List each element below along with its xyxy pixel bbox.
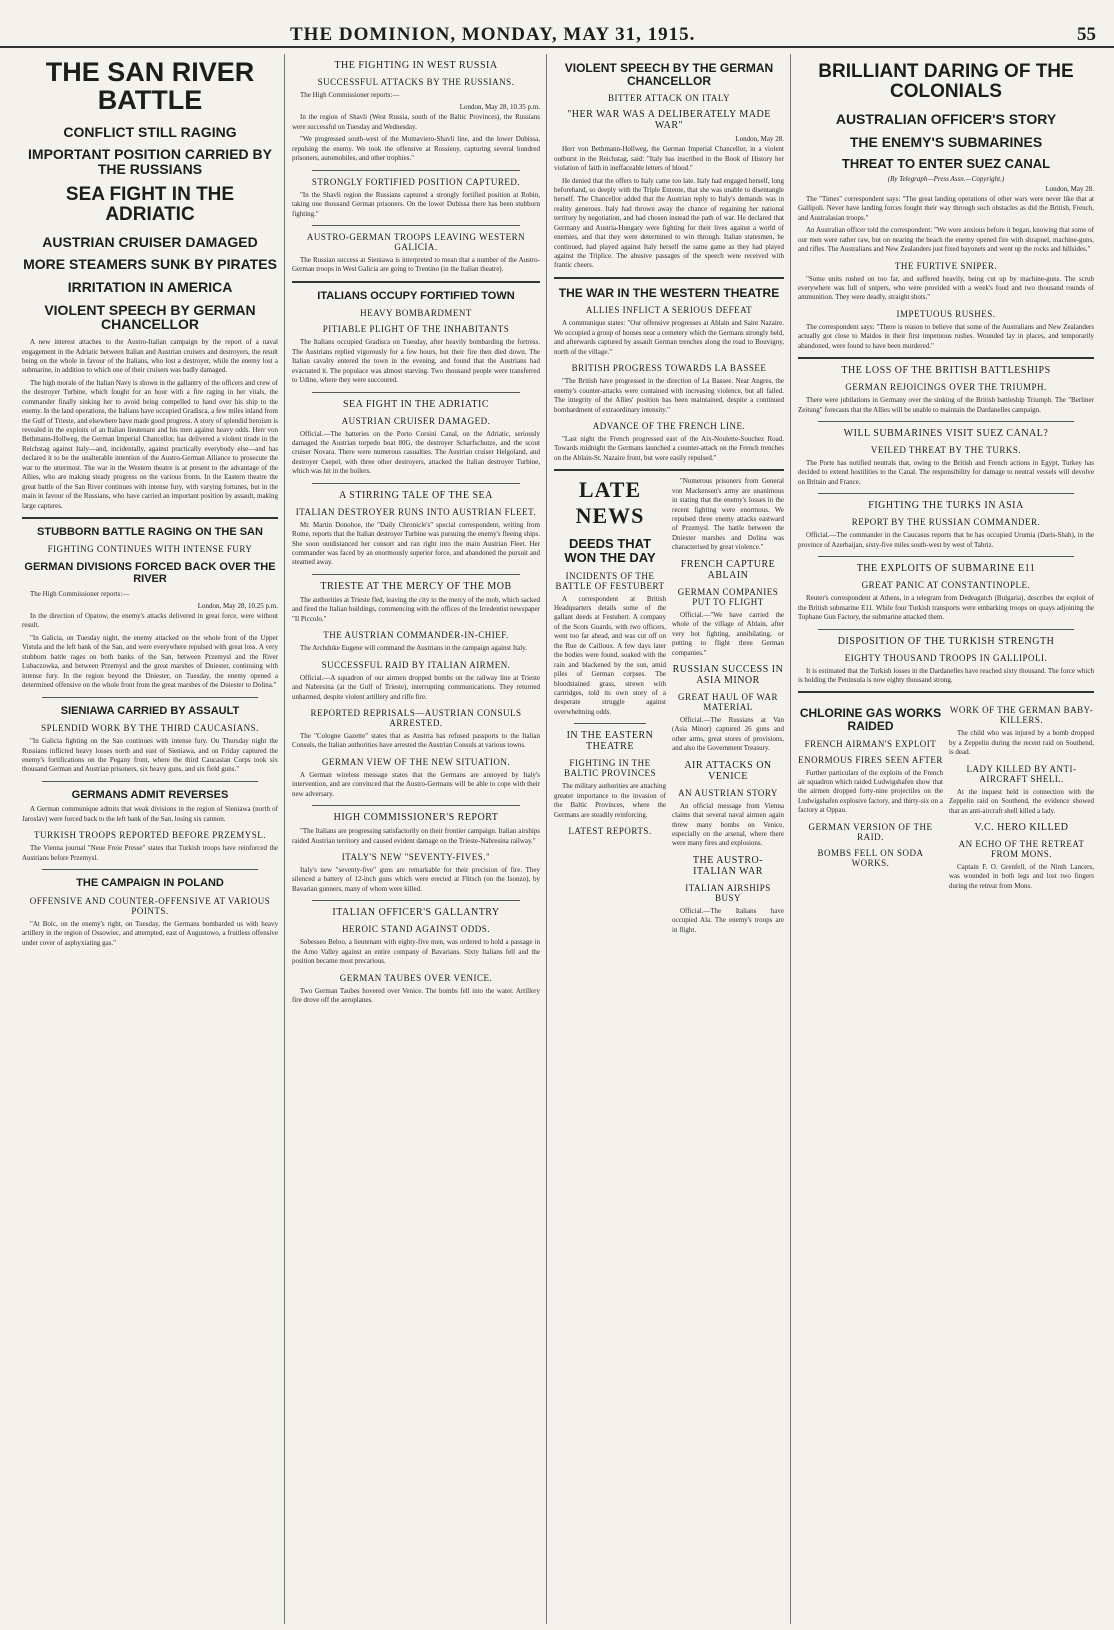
bethmann-paragraph-cont: He denied that the offers to Italy came too late. Italy had engaged herself, long beforehand, so deeply with the Triple Entente, that she was unable to disentangle herself. The Chancellor added that the Austrian reply to Italy's demands was in reality generous. Italy had thrown away the chance of regaining her national territory by negotiation, and had chosen instead the path of war. He declared that Germany and Austria-Hungary were fighting for their lives against a world of enemies, and that they were determined to win through. Italian statesmen, he continued, had played against Italy herself the same game as they had played against the Triplice. The abusive passages of the speech were received with frantic cheers. [554,176,784,270]
headline-disposition: DISPOSITION OF THE TURKISH STRENGTH [837,635,1055,647]
disposition-paragraph: It is estimated that the Turkish losses in the Dardanelles have reached sixty thousand. The force which is holding the Peninsula is now eighty thousand strong. [798,666,1094,684]
eastern-paragraph: The military authorities are attaching greater importance to the invasion of the Baltic Provinces, where the Germans are steadily reinforcing. [554,782,666,819]
destroyer-paragraph: Mr. Martin Donohoe, the "Daily Chronicle's" special correspondent, writing from Rome, reports that the Italian destroyer Turbine was pursuing the enemy's fleeing ships. She soon outdistanced her consort and ran right into the main Austrian Fleet. Her commander was faced by an enormously superior force, and abandoned the pursuit and steamed away. [292,520,540,567]
ablain-paragraph: Official.—"We have carried the whole of the village of Ablain, after very hot fighting, annihilating, or putting to flight three German companies." [672,610,784,657]
headline-brilliant-daring: BRILLIANT DARING OF THE COLONIALS [818,61,1074,102]
subhead-sniper: THE FURTIVE SNIPER. [894,260,998,271]
headline-ablain: FRENCH CAPTURE ABLAIN [680,558,776,581]
dateline: London, May 28, 10.25 p.m. [197,602,278,611]
chlorine-left [798,699,943,894]
summary-paragraph: A new interest attaches to the Austro-Italian campaign by the report of a naval engagement in the Adriatic between Italian and Austrian cruisers and destroyers, the result being on the whole in favour of the Italians, who lost a destroyer, while the enemy lost a submarine, in addition to which one of their cruisers was badly damaged. [22,338,278,375]
subhead-german-view: GERMAN VIEW OF THE NEW SITUATION. [321,756,511,767]
divider [798,357,1094,359]
dateline: London, May 28, 10.35 p.m. [459,103,540,112]
subhead-baltic: FIGHTING IN THE BALTIC PROVINCES [564,758,656,779]
headline-asia-minor: RUSSIAN SUCCESS IN ASIA MINOR [672,663,784,686]
headline-enemy-submarines: THE ENEMY'S SUBMARINES [849,133,1043,150]
headline-trieste: TRIESTE AT THE MERCY OF THE MOB [320,580,512,592]
headline-suez: THREAT TO ENTER SUEZ CANAL [841,156,1051,172]
credit-line: (By Telegraph—Press Assn.—Copyright.) [887,174,1005,183]
chlorine-right [949,699,1094,894]
subhead-commander: THE AUSTRIAN COMMANDER-IN-CHIEF. [323,630,509,641]
german-view-paragraph: A German wireless message states that the Germans are annoyed by Italy's intervention, and are convinced that the Austro-Germans will be able to cope with their new adversary. [292,770,540,798]
divider [22,517,278,519]
subhead-eighty-thousand: EIGHTY THOUSAND TROOPS IN GALLIPOLI. [844,652,1048,663]
divider [42,697,258,698]
strongly-paragraph: "In the Shavli region the Russians captured a strongly fortified position at Robin, taking one thousand German prisoners. On the lower Dubissa there has been stubborn fighting." [292,190,540,218]
raid-paragraph: Official.—A squadron of our airmen dropped bombs on the railway line at Trieste and Nabresina (at the Gulf of Trieste), interrupting communications. They returned unharmed, despite violent artillery and rifle fire. [292,673,540,701]
subhead-bitter-attack: BITTER ATTACK ON ITALY [608,93,730,104]
divider [42,869,258,870]
divider [312,483,520,484]
subhead-fires: ENORMOUS FIRES SEEN AFTER [798,754,943,765]
newspaper-title: THE DOMINION, MONDAY, MAY 31, 1915. [290,24,696,45]
subhead-airman: FRENCH AIRMAN'S EXPLOIT [804,738,937,749]
late-news-right [672,477,784,938]
subhead-heavy-bombardment: HEAVY BOMBARDMENT [360,308,472,319]
headline-suez-visit: WILL SUBMARINES VISIT SUEZ CANAL? [843,428,1049,440]
subhead-turkish-troops: TURKISH TROOPS REPORTED BEFORE PRZEMYSL. [33,830,267,841]
subhead-baby-killers: WORK OF THE GERMAN BABY-KILLERS. [949,705,1094,726]
headline-irritation: IRRITATION IN AMERICA [67,279,233,295]
headline-divisions-forced: GERMAN DIVISIONS FORCED BACK OVER THE RIVER [24,561,276,586]
baby-killers-paragraph: The child who was injured by a bomb dropped by a Zeppelin during the recent raid on Southend, is dead. [949,729,1094,757]
subhead-russian-commander: REPORT BY THE RUSSIAN COMMANDER. [851,517,1041,528]
subhead-advance: ADVANCE OF THE FRENCH LINE. [592,420,746,431]
subhead-successful-attacks: SUCCESSFUL ATTACKS BY THE RUSSIANS. [317,77,515,87]
subhead-rushes: IMPETUOUS RUSHES. [896,308,996,319]
subhead-soda-works: BOMBS FELL ON SODA WORKS. [817,847,924,868]
headline-violent-speech: VIOLENT SPEECH BY GERMAN CHANCELLOR [44,301,256,333]
dateline: London, May 28. [1045,184,1094,193]
turks-asia-paragraph: Official.—The commander in the Caucasus reports that he has occupied Urumia (Daris-Shah), in the province of Azerbaijan, sixty-five miles south-west by west of Tabriz. [798,531,1094,549]
divider [554,277,784,279]
divider [42,781,258,782]
subhead-flight: GERMAN COMPANIES PUT TO FLIGHT [677,586,779,607]
divider [574,723,646,724]
austro-paragraph: The Russian success at Sieniawa is interpreted to mean that a number of the Austro-German troops in West Galicia are going to Trentino (in the Italian theatre). [292,255,540,274]
subhead-taubes: GERMAN TAUBES OVER VENICE. [339,972,493,983]
headline-hc-report: HIGH COMMISSIONER'S REPORT [333,812,499,824]
divider [312,574,520,575]
headline-battleships: THE LOSS OF THE BRITISH BATTLESHIPS [841,365,1051,377]
airships-paragraph: Official.—The Italians have occupied Ala. The enemy's troops are in flight. [672,906,784,934]
rushes-paragraph: The correspondent says: "There is reason to believe that some of the Australians and New Zealanders actually got close to Maidos in their first impetuous rushes. Wounded lay in places, and temporarily abandoned, were found to have been murdered." [798,322,1094,350]
hc-reports: The High Commissioner reports:— [300,91,400,99]
subhead-latest: LATEST REPORTS. [568,826,652,836]
venice-paragraph: An official message from Vienna claims that several naval airmen again threw many bombs on Venice, especially on the arsenal, where there were many fires and explosions. [672,801,784,848]
subhead-pitiable-plight: PITIABLE PLIGHT OF THE INHABITANTS [322,324,510,335]
divider [554,469,784,471]
prisoners-paragraph: "Numerous prisoners from General von Mackensen's army are unanimous in stating that the enemy's losses in the recent fighting were enormous. We repulsed three enemy attacks eastward of Przemysl. The battle between the Dniester marshes and Dolina was characterised by great violence." [672,477,784,552]
column-2 [286,54,546,1624]
divider [312,170,520,171]
times-paragraph: The "Times" correspondent says: "The great landing operations of other wars were never like that at Gallipoli. Never have landing forces fought their way through such obstacles as did the British, French, and Australasian troops." [798,194,1094,222]
headline-stirring-tale: A STIRRING TALE OF THE SEA [339,489,493,501]
headline-deeds: DEEDS THAT WON THE DAY [564,536,656,565]
lady-paragraph: At the inquest held in connection with the Zeppelin raid on Southend, the evidence showed that an anti-aircraft shell killed a lady. [949,787,1094,815]
subhead-austro-german: AUSTRO-GERMAN TROOPS LEAVING WESTERN GALICIA. [306,231,526,252]
headline-important-position: IMPORTANT POSITION CARRIED BY THE RUSSIANS [28,146,272,178]
subhead-airships: ITALIAN AIRSHIPS BUSY [685,882,771,903]
subhead-incidents: INCIDENTS OF THE BATTLE OF FESTUBERT [555,570,665,591]
headline-germans-admit: GERMANS ADMIT REVERSES [71,788,229,801]
germans-admit-paragraph: A German communique admits that weak divisions in the region of Sieniawa (north of Jaroslav) were forced back to the left bank of the San, losing six cannon. [22,805,278,823]
chlorine-paragraph: Further particulars of the exploits of the French air squadron which raided Ludwigshafen show that the airmen dropped forty-nine projectiles on the Ludwigshafen explosive factory, and thirty-six on a factory at Oppau. [798,768,943,815]
subhead-heroic: HEROIC STAND AGAINST ODDS. [341,924,491,935]
headline-sieniawa: SIENIAWA CARRIED BY ASSAULT [60,704,240,717]
asia-paragraph: Official.—The Russians at Van (Asia Minor) captured 26 guns and other arms, great stores of provisions, and also the Government Treasury. [672,715,784,753]
subhead-seventy-fives: ITALY'S NEW "SEVENTY-FIVES." [341,852,491,863]
heroic-paragraph: Sobesseo Beloo, a lieutenant with eighty-five men, was ordered to hold a passage in the Arno Valley against an entire company of Bavarians. Sixty Italians fell and the position became most precarious. [292,938,540,966]
headline-conflict: CONFLICT STILL RAGING [63,123,237,140]
column-1 [16,54,284,1624]
seventy-paragraph: Italy's new "seventy-five" guns are remarkable for their precision of fire. They silenced a battery of 12-inch guns which were erected at Flitsch (on the Isonzo), by Bavarian gunners, many of whom were killed. [292,866,540,893]
divider [312,392,520,393]
late-news-split [554,477,784,938]
shavli-paragraph: In the region of Shavli (West Russia, south of the Baltic Provinces), the Russians were successful on Tuesday and Wednesday. [292,113,540,131]
divider [818,629,1074,630]
headline-sea-fight: SEA FIGHT IN THE ADRIATIC [65,183,235,225]
subhead-cruiser-damaged: AUSTRIAN CRUISER DAMAGED. [341,415,491,426]
subhead-panic: GREAT PANIC AT CONSTANTINOPLE. [861,580,1031,591]
subhead-echo: AN ECHO OF THE RETREAT FROM MONS. [958,839,1085,860]
reprisals-paragraph: The "Cologne Gazette" states that as Austria has refused passports to the Italian Consuls, the Italian authorities have arrested the Austrian Consuls at various towns. [292,731,540,750]
headline-turks-asia: FIGHTING THE TURKS IN ASIA [868,500,1024,512]
column-rule [790,54,791,1624]
divider [818,493,1074,494]
festubert-paragraph: A correspondent at British Headquarters details some of the gallant deeds at Festubert. A company of the Scots Guards, with two officers, went too far ahead, and was cut off on the Rue de Cailloux. A few days later the bodies were found, soaked with the rain and blackened by the sun, amid piles of German corpses. The bloodstained grass, strewn with cartridges, told its own story of a desperate struggle against overwhelming odds. [554,594,666,716]
headline-australian-officer: AUSTRALIAN OFFICER'S STORY [835,110,1057,127]
headline-steamers-sunk: MORE STEAMERS SUNK BY PIRATES [23,256,277,273]
sieniawa-paragraph: "In Galicia fighting on the San continues with intense fury. On Thursday night the Russians inflicted heavy losses north and east of Sieniawa, and on Friday captured the enemy's fortifications on the Pegany front, where the third Caucasian Corps took six thousand German and Austrian prisoners, six heavy guns, and six field guns." [22,737,278,774]
subhead-strongly-fortified: STRONGLY FORTIFIED POSITION CAPTURED. [311,176,521,187]
subhead-splendid-work: SPLENDID WORK BY THE THIRD CAUCASIANS. [41,723,259,734]
subhead-destroyer-runs: ITALIAN DESTROYER RUNS INTO AUSTRIAN FLEET. [295,506,537,517]
divider [312,225,520,226]
subhead-deliberately-made: "HER WAR WAS A DELIBERATELY MADE WAR" [567,109,771,132]
hc-report-paragraph: "The Italians are progressing satisfactorily on their frontier campaign. Italian airships raided Austrian territory and caused evident damage on the Trieste-Nabresina railway." [292,827,540,845]
late-news-left [554,477,666,938]
headline-chlorine: CHLORINE GAS WORKS RAIDED [799,706,942,733]
taubes-paragraph: Two German Taubes hovered over Venice. The bombs fell into the water. Artillery fire drove off the aeroplanes. [292,986,540,1005]
shavli-paragraph-cont: "We progressed south-west of the Mumaviero-Shavli line, and the lower Dubissa, repulsing the enemy. We took the offensive at Rossieny, capturing several hundred prisoners, automobiles, and other trophies." [292,135,540,163]
headline-sea-fight-2: SEA FIGHT IN THE ADRIATIC [342,398,490,410]
dateline: London, May 28. [735,135,784,144]
subhead-fighting-continues: FIGHTING CONTINUES WITH INTENSE FURY [47,544,253,555]
e11-paragraph: Reuter's correspondent at Athens, in a telegram from Dedeagatch (Bulgaria), describes the exploit of the British submarine E11. While four Turkish transports were embarking troops on quays adjoining the Tophane Gun Factory, the submarine attacked them. [798,594,1094,622]
page-number: 55 [1077,24,1096,45]
headline-violent-speech-chancellor: VIOLENT SPEECH BY THE GERMAN CHANCELLOR [564,61,774,88]
divider [312,900,520,901]
headline-late-news: LATE NEWS [575,477,645,529]
headline-e11: THE EXPLOITS OF SUBMARINE E11 [856,563,1036,575]
column-3 [548,54,790,1624]
headline-fighting-west-russia: THE FIGHTING IN WEST RUSSIA [334,60,498,71]
headline-vc-hero: V.C. HERO KILLED [974,822,1069,834]
headline-gallantry: ITALIAN OFFICER'S GALLANTRY [332,907,500,919]
divider [818,556,1074,557]
sniper-paragraph: "Some units rushed on too far, and suffered heavily, being cut up by machine-guns. The scrub everywhere was full of snipers, who were provided with a week's food and two thousand rounds of ammunition. They were deadly, straight shots." [798,274,1094,302]
galicia-paragraph: In the direction of Opatow, the enemy's attacks delivered in great force, were without result. [22,612,278,630]
subhead-lady-killed: LADY KILLED BY ANTI-AIRCRAFT SHELL. [966,763,1077,784]
chlorine-split [798,699,1094,894]
subhead-raid: SUCCESSFUL RAID BY ITALIAN AIRMEN. [321,659,511,670]
divider [292,281,540,283]
subhead-offensive: OFFENSIVE AND COUNTER-OFFENSIVE AT VARIOUS POINTS. [29,895,271,916]
headline-venice: AIR ATTACKS ON VENICE [684,759,772,782]
turkish-paragraph: The Vienna journal "Neue Freie Presse" states that Turkish troops have reinforced the Austrians before Przemysl. [22,844,278,862]
headline-san-river: THE SAN RIVER BATTLE [45,57,255,116]
subhead-rejoicings: GERMAN REJOICINGS OVER THE TRIUMPH. [845,382,1047,393]
subhead-allies-inflict: ALLIES INFLICT A SERIOUS DEFEAT [585,305,753,316]
times-paragraph-cont: An Australian officer told the correspondent: "We were anxious before it began, knowing that some of our men were rather raw, but on nearing the beach the enemy opened fire with shrapnel, machine-guns, and rifles. The Australians and New Zealanders just fixed bayonets and went up the rocks and hillsides." [798,226,1094,254]
subhead-reprisals: REPORTED REPRISALS—AUSTRIAN CONSULS ARRESTED. [310,707,522,728]
headline-poland: THE CAMPAIGN IN POLAND [76,877,224,890]
divider [798,691,1094,693]
galicia-paragraph-cont: "In Galicia, on Tuesday night, the enemy attacked on the whole front of the Upper Vistula and the left bank of the San, and were everywhere repulsed with great loss. A very stubborn battle rages on both banks of the San, between Przemysl and the River Lubaczowka, and between Przemysl and the great marshes of Dniester, continuing with intense fury. In the region beyond the Dniester, on Tuesday, the enemy opened a determined offensive on the whole front from the great marshes of the Dniester to Dolina." [22,633,278,690]
divider [312,805,520,806]
bethmann-paragraph: Herr von Bethmann-Hollweg, the German Imperial Chancellor, in a violent outburst in the Reichstag, said: "Italy has inscribed in the Book of History her violation of faith in ineffaceable letters of blood." [554,145,784,173]
hc-reports: The High Commissioner reports:— [30,589,130,598]
divider [818,421,1074,422]
column-rule [284,54,285,1624]
summary-paragraph-cont: The high morale of the Italian Navy is shown in the gallantry of the officers and crew of the destroyer Turbine, which fought for an hour with a fire raging in her vitals, the commander finally sinking her to avoid being compelled to hand over his ship to the enemy. In the land operations, the Italians have occupied Gradisca, a few miles inland from the Gulf of Trieste, and elsewhere have made good progress. A story of splendid heroism is revealed in the exploits of an Italian lieutenant and his men against heavy odds. Herr von Bethmann-Hollweg, the German Imperial Chancellor, has delivered a violent tirade in the Reichstag against Italy—and, incidentally, against practically everybody else—and has declared it to be the unalterable intention of the Austro-German Alliance to prosecute the war to the uttermost. The war in the Western theatre is at present to the advantage of the Allies, who are making steady progress on the various fronts. In the Eastern theatre the great battle of the San River continues with intense fury, with varying fortunes, but in the main in favour of the Russians, who have carried an important position by assault, making large captures. [22,378,278,510]
trieste-paragraph: The authorities at Trieste fled, leaving the city to the mercy of the mob, which sacked and fired the Italian buildings, commencing with the offices of the Irredentist newspaper "Il Piccolo." [292,595,540,623]
subhead-la-bassee: BRITISH PROGRESS TOWARDS LA BASSEE [571,363,767,374]
vc-paragraph: Captain F. O. Grenfell, of the Ninth Lancers, was wounded in both legs and lost two fingers during the retreat from Mons. [949,863,1094,890]
subhead-veiled-threat: VEILED THREAT BY THE TURKS. [870,445,1022,456]
headline-western-theatre: THE WAR IN THE WESTERN THEATRE [558,285,780,300]
column-4 [792,54,1100,1624]
column-rule [546,54,547,1624]
cruiser-paragraph: Official.—The batteries on the Porto Corsini Canal, on the Adriatic, seriously damaged the Austrian torpedo boat 80G, the destroyer Scharfschutze, and the scout cruiser Novara. There were numerous casualties. The Austrian cruiser Helgoland, and destroyer Csepel, with three other destroyers, attacked the Italian destroyer Turbine, which was hit in the boilers. [292,429,540,476]
subhead-german-version: GERMAN VERSION OF THE RAID. [808,821,933,842]
poland-paragraph: "At Bolc, on the enemy's right, on Tuesday, the Germans bombarded us with heavy artillery in the region of Ossowiec, and attempted, east of Augustowo, a fruitless offensive under cover of asphyxiating gas." [22,919,278,947]
subhead-haul: GREAT HAUL OF WAR MATERIAL [677,691,779,712]
headline-eastern-theatre: IN THE EASTERN THEATRE [566,730,654,753]
headline-italians-occupy: ITALIANS OCCUPY FORTIFIED TOWN [317,289,515,302]
western-paragraph: A communique states: "Our offensive progresses at Ablain and Saint Nazaire. We occupied a group of houses near a cemetery which the Germans strongly held, and afterwards captured by assault German trenches along the road to Bouvigny, north of the village." [554,319,784,356]
subhead-austrian-story: AN AUSTRIAN STORY [678,787,778,798]
advance-paragraph: "Last night the French progressed east of the Aix-Noulette-Souchez Road. Towards midnight the Germans launched a counter-attack on the French trenches on the Ablain-St. Nazaire front, but were easily repulsed." [554,434,784,462]
battleships-paragraph: There were jubilations in Germany over the sinking of the British battleship Triumph. The "Berliner Zeitung" forecasts that the Allies will be unable to maintain the Dardanelles campaign. [798,396,1094,414]
bassee-paragraph: "The British have progressed in the direction of La Bassee. Near Angres, the enemy's counter-attacks were contained with increasing violence, but all failed. The integrity of the Allies' position has been maintained, despite a continued bombardment of extraordinary intensity." [554,377,784,414]
gradisca-paragraph: The Italians occupied Gradisca on Tuesday, after heavily bombarding the fortress. The Austrians replied vigorously for a few hours, but their fire then died down. The Italian cavalry entered the town in the evening, and found that the Austrians had evacuated it. The populace was almost starving. Two thousand people were transferred to Udine, where they were succoured. [292,338,540,385]
commander-paragraph: The Archduke Eugene will command the Austrians in the campaign against Italy. [300,644,527,653]
masthead [0,0,1114,48]
headline-stubborn-battle: STUBBORN BATTLE RAGING ON THE SAN [37,525,263,538]
headline-cruiser-damaged: AUSTRIAN CRUISER DAMAGED [42,233,258,250]
headline-austro-italian: THE AUSTRO-ITALIAN WAR [692,854,764,877]
suez-paragraph: The Porte has notified neutrals that, owing to the British and French actions in Egypt, Turkey has decided to extend hostilities to the Canal. The responsibility for damage to neutral vessels will devolve on Britain and France. [798,459,1094,486]
